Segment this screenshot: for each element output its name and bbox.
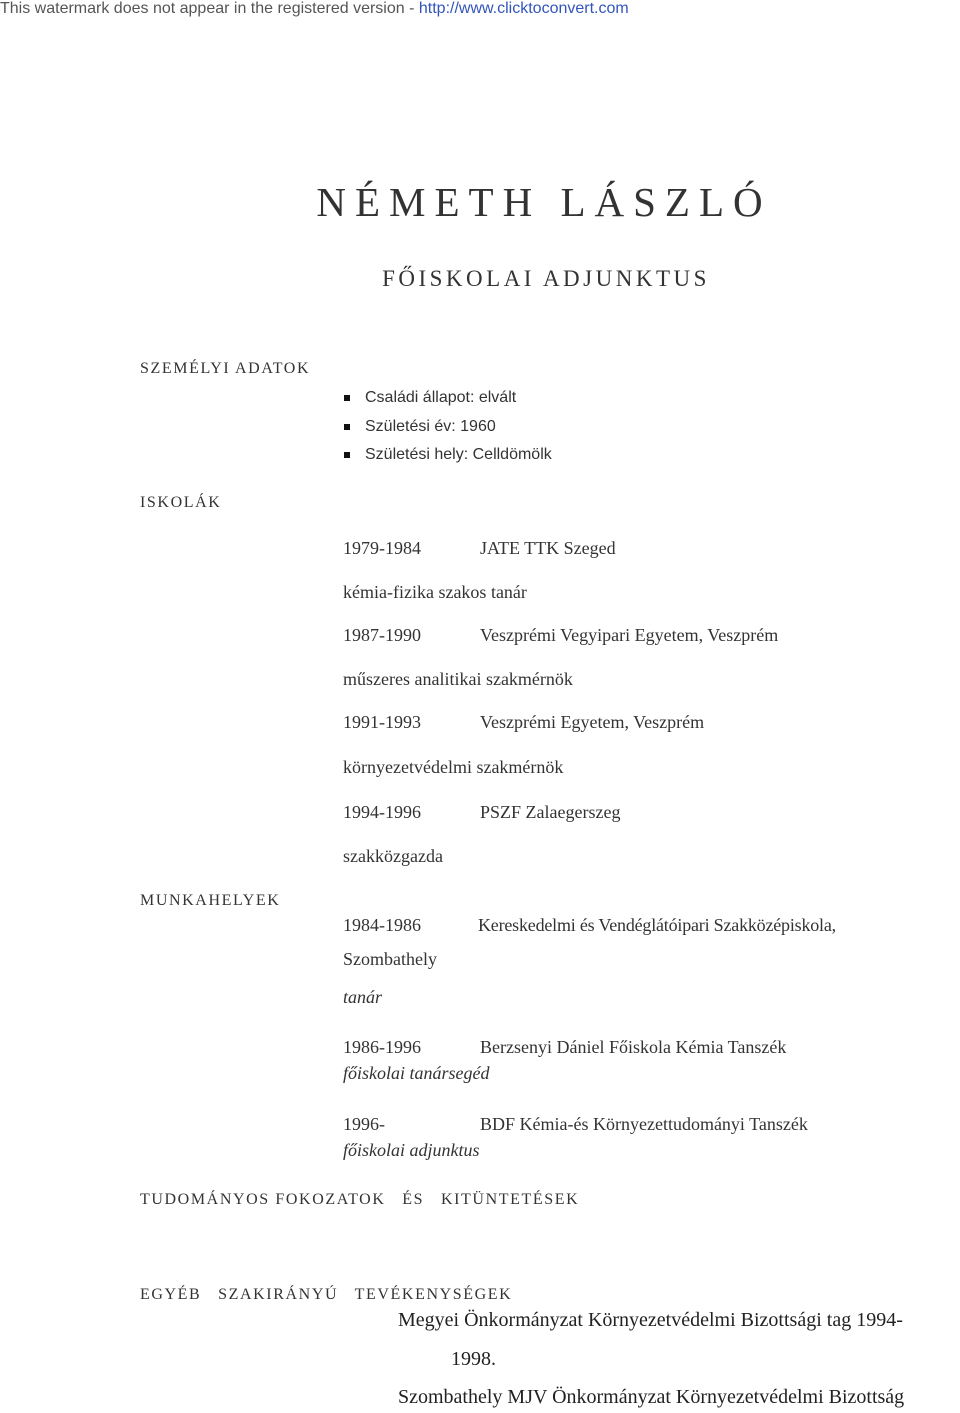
work-role: tanár [343,987,383,1007]
work-years: 1984-1986 [343,915,421,935]
personal-item-birth-place: Születési hely: Celldömölk [365,446,552,464]
work-years: 1986-1996 [343,1037,421,1057]
school-institution: Veszprémi Vegyipari Egyetem, Veszprém [480,625,779,645]
school-years: 1994-1996 [343,802,421,822]
school-institution: PSZF Zalaegerszeg [480,802,621,822]
job-title: FŐISKOLAI ADJUNKTUS [382,266,710,291]
school-years: 1987-1990 [343,625,421,645]
work-institution: Kereskedelmi és Vendéglátóipari Szakközépiskola, [478,915,836,935]
person-name: NÉMETH LÁSZLÓ [316,179,772,225]
school-degree: szakközgazda [343,846,443,866]
section-heading-schools: ISKOLÁK [140,494,222,511]
section-heading-workplaces: MUNKAHELYEK [140,892,281,909]
personal-item-marital: Családi állapot: elvált [365,389,517,407]
personal-data-list [344,384,552,470]
work-role: főiskolai tanársegéd [343,1063,490,1083]
section-heading-degrees: TUDOMÁNYOS FOKOZATOK ÉS KITÜNTETÉSEK [140,1191,580,1208]
other-activity-line: Megyei Önkormányzat Környezetvédelmi Bizottsági tag 1994- [398,1309,903,1331]
list-item [344,441,552,470]
section-heading-personal: SZEMÉLYI ADATOK [140,360,311,377]
school-years: 1979-1984 [343,538,421,558]
work-institution-cont: Szombathely [343,949,437,969]
school-degree: környezetvédelmi szakmérnök [343,757,564,777]
work-role: főiskolai adjunktus [343,1140,480,1160]
school-degree: kémia-fizika szakos tanár [343,582,527,602]
work-years: 1996- [343,1114,385,1134]
list-item [344,384,552,413]
list-item [344,413,552,442]
bullet-square-icon [344,395,350,401]
other-activity-line: Szombathely MJV Önkormányzat Környezetvédelmi Bizottság [398,1386,905,1408]
work-institution: BDF Kémia-és Környezettudományi Tanszék [480,1114,808,1134]
school-institution: Veszprémi Egyetem, Veszprém [480,712,705,732]
school-institution: JATE TTK Szeged [480,538,616,558]
watermark [0,0,629,18]
bullet-square-icon [344,424,350,430]
school-years: 1991-1993 [343,712,421,732]
watermark-link[interactable]: http://www.clicktoconvert.com [418,0,629,17]
watermark-text: This watermark does not appear in the registered version - [0,0,419,17]
school-degree: műszeres analitikai szakmérnök [343,669,573,689]
other-activity-line-cont: 1998. [451,1348,496,1370]
section-heading-other: EGYÉB SZAKIRÁNYÚ TEVÉKENYSÉGEK [140,1286,513,1303]
work-institution: Berzsenyi Dániel Főiskola Kémia Tanszék [480,1037,787,1057]
bullet-square-icon [344,452,350,458]
personal-item-birth-year: Születési év: 1960 [365,417,496,435]
